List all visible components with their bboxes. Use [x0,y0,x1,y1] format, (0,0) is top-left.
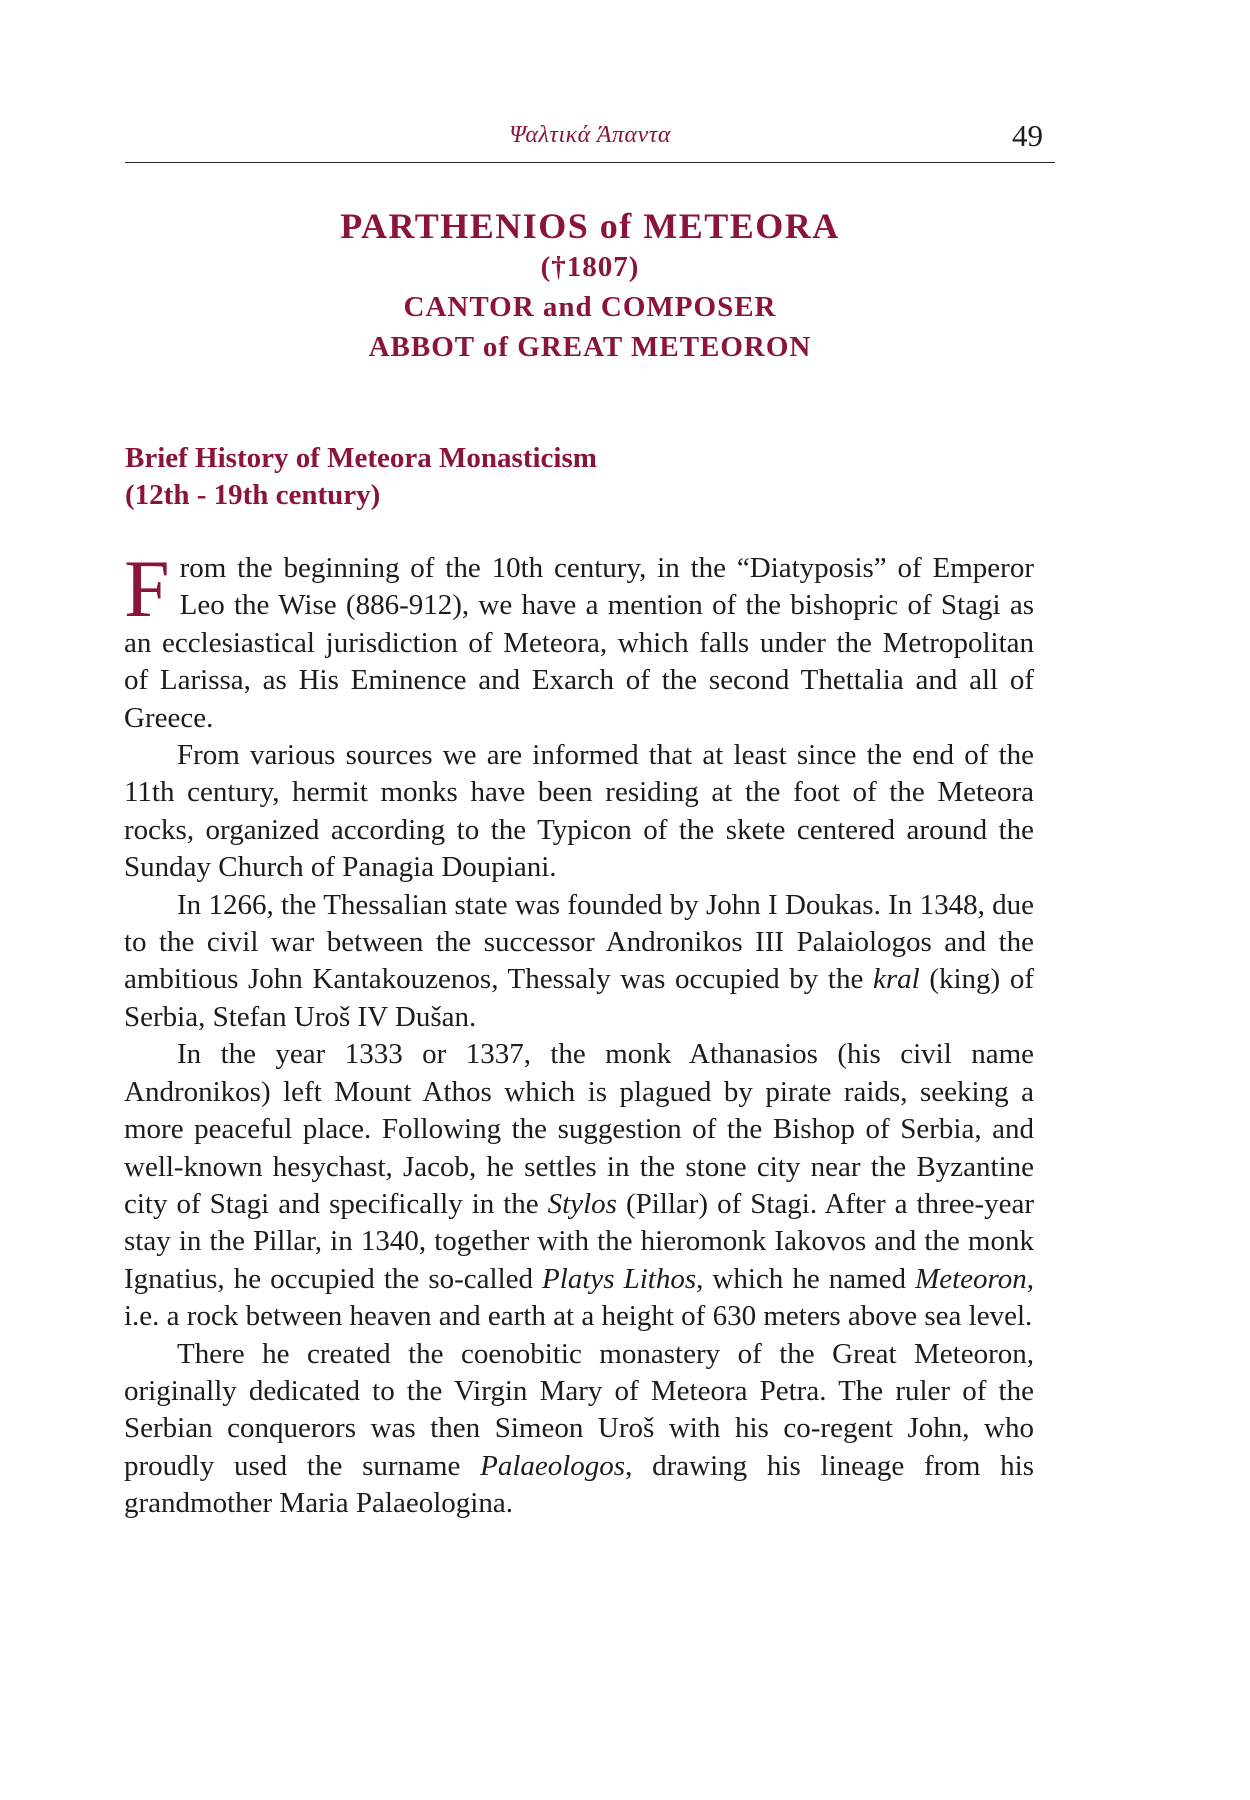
term-platys-lithos: Platys Lithos [542,1262,697,1295]
paragraph-1-text: rom the beginning of the 10th century, in the “Diatyposis” of Emperor Leo the Wise (886-912), we have a mention of the bishopric of Stagi as an ecclesiastical jurisdiction of Meteora, which falls under the Metropolitan of Larissa, as His Eminence and Exarch of the second Thettalia and all of Greece. [124,552,1034,734]
term-kral: kral [872,963,920,996]
page-number: 49 [1012,118,1043,153]
paragraph-5 [124,1336,1034,1523]
title-line-date: (†1807) [540,251,640,283]
paragraph-5-text-a: There he created the coenobitic monastery of the Great Meteoron, originally dedicated to the Virgin Mary of Meteora Petra. The ruler of the Serbian conquerors was then Simeon Uroš with his co-regent John, who proudly used the surname [124,1337,1034,1482]
term-meteoron: Meteoron [915,1262,1027,1295]
chapter-title [125,205,1055,367]
paragraph-2: From various sources we are informed that at least since the end of the 11th century, hermit monks have been residing at the foot of the Meteora rocks, organized according to the Typicon of the skete centered around the Sunday Church of Panagia Doupiani. [124,739,1034,884]
section-heading [125,440,1055,514]
paragraph-4-text-a: In the year 1333 or 1337, the monk Athanasios (his civil name Andronikos) left Mount Athos which is plagued by pirate raids, seeking a more peaceful place. Following the suggestion of the Bishop of Serbia, and well-known hesychast, Jacob, he settles in the stone city near the Byzantine city of Stagi and specifically in the [124,1038,1034,1220]
title-line-role: CANTOR and COMPOSER [403,291,777,323]
running-header [125,118,1055,163]
title-line-abbot: ABBOT of GREAT METEORON [368,331,812,363]
paragraph-5-text-b: , drawing his lineage from his grandmother Maria Palaeologina. [124,1449,1034,1520]
term-palaeologos: Palaeologos [480,1449,626,1482]
section-heading-line2: (12th - 19th century) [125,479,381,511]
paragraph-4-text-d: , i.e. a rock between heaven and earth at a height of 630 meters above sea level. [124,1262,1034,1333]
paragraph-1 [124,543,1034,737]
paragraph-4-text-c: , which he named [696,1262,916,1295]
title-line-name: PARTHENIOS of METEORA [340,206,840,246]
running-title: Ψαλτικά Άπαντα [509,122,671,148]
paragraph-4-text-b: (Pillar) of Stagi. After a three-year stay in the Pillar, in 1340, together with the hieromonk Iakovos and the monk Ignatius, he occupied the so-called [124,1187,1034,1295]
paragraph-3-text-a: In 1266, the Thessalian state was founded by John I Doukas. In 1348, due to the civil war between the successor Andronikos III Palaiologos and the ambitious John Kantakouzenos, Thessaly was occupied by the [124,888,1034,996]
paragraph-4 [124,1036,1034,1335]
body-text [124,543,1034,1523]
paragraph-3-text-b: (king) of Serbia, Stefan Uroš IV Dušan. [124,963,1034,1033]
drop-cap: F [124,543,170,634]
section-heading-line1: Brief History of Meteora Monasticism [125,442,597,474]
paragraph-3 [124,887,1034,1037]
term-stylos: Stylos [547,1187,617,1220]
